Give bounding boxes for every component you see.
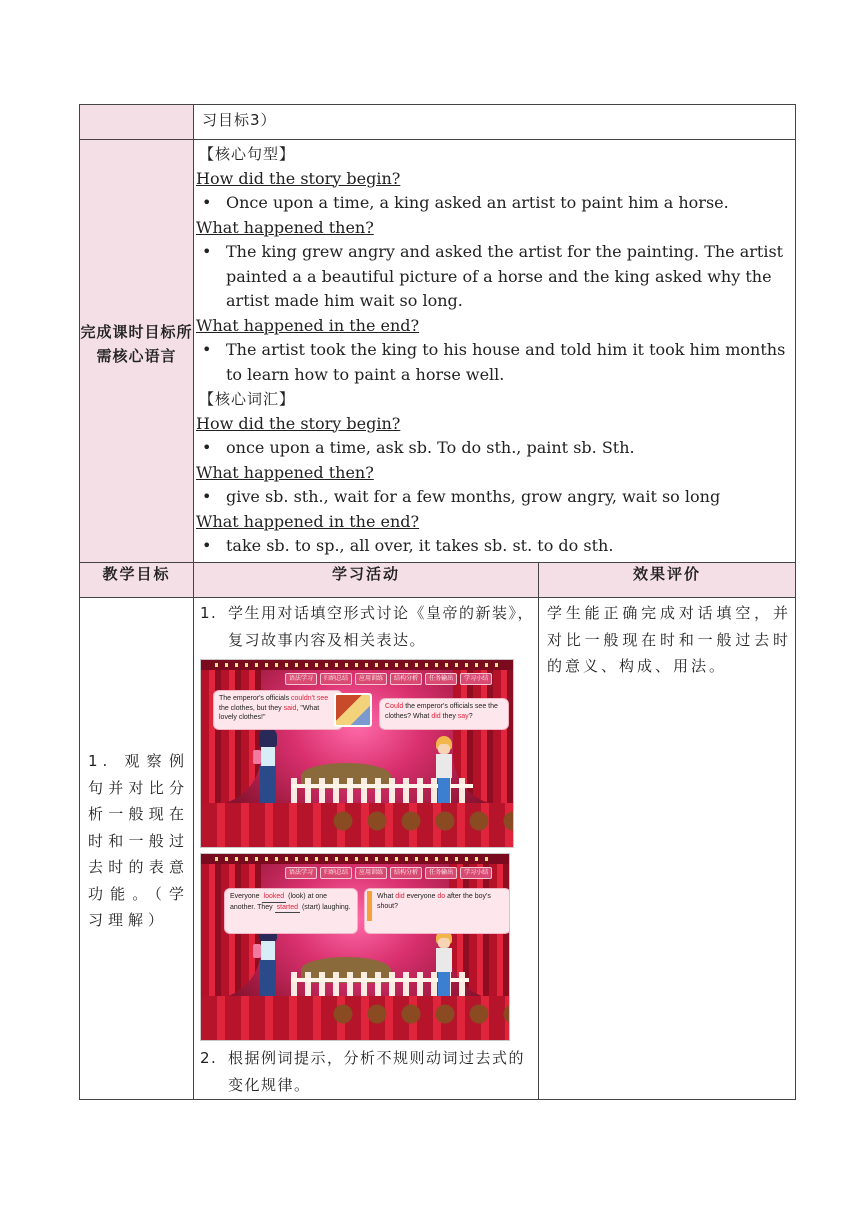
vocab-bullet-item [196, 534, 789, 559]
audience-heads [331, 1000, 509, 1026]
sentence-heading: 【核心句型】 [199, 145, 296, 163]
core-language-row [80, 140, 796, 563]
stage-lights [215, 857, 495, 861]
bullet-icon: • [202, 536, 212, 555]
curtain-left [201, 660, 261, 805]
activity-item-1-number: 1. [200, 604, 218, 622]
evaluation-cell [539, 598, 796, 1100]
vocab-bullet-item [196, 436, 789, 461]
courseware-tab: 应用训练 [355, 867, 387, 879]
sentence-bullet-text: The artist took the king to his house and told him it took him months to learn how to paint a horse well. [226, 340, 786, 384]
goal-text: 1. 观察例句并对比分析一般现在时和一般过去时的表意功能。（学习理解） [88, 752, 189, 929]
girl-character [259, 728, 277, 810]
activity-item-1 [200, 600, 534, 654]
lesson-plan-table [79, 104, 796, 1100]
activity-row [80, 598, 796, 1100]
sentence-question: How did the story begin? [196, 168, 401, 188]
sentence-question: What happened in the end? [196, 315, 420, 335]
activity-item-2 [200, 1045, 534, 1099]
core-language-content-cell [194, 140, 796, 563]
girl-character [259, 922, 277, 1004]
courseware-tabs [285, 867, 492, 879]
vocab-question: How did the story begin? [196, 413, 401, 433]
vocab-blocks [196, 412, 789, 559]
bullet-icon: • [202, 438, 212, 457]
header-activity: 学习活动 [194, 563, 539, 598]
goal-cell [80, 598, 194, 1100]
sentence-question: What happened then? [196, 217, 374, 237]
vocab-bullet-text: take sb. to sp., all over, it takes sb. st. to do sth. [226, 536, 614, 555]
sentence-bullet-item [196, 191, 789, 216]
sentence-bullet-item [196, 240, 789, 314]
courseware-tab: 应用训练 [355, 673, 387, 685]
stage-lights [215, 663, 499, 667]
activity-item-2-number: 2. [200, 1049, 218, 1067]
audience-heads [331, 807, 513, 833]
activity-content [194, 598, 538, 1099]
core-language-label: 完成课时目标所需核心语言 [80, 323, 193, 365]
courseware-tab: 学习小结 [460, 867, 492, 879]
activity-item-2-text: 根据例词提示，分析不规则动词过去式的变化规律。 [228, 1049, 526, 1094]
activity-item-1-text: 学生用对话填空形式讨论《皇帝的新装》，复习故事内容及相关表达。 [228, 604, 535, 649]
continued-row [80, 105, 796, 140]
core-language-label-cell [80, 140, 194, 563]
speech-bubble-left: The emperor's officials couldn't see the clothes, but they said, "What lovely clothes!" [213, 690, 343, 730]
core-language-content [194, 140, 795, 559]
bullet-icon: • [202, 487, 212, 506]
courseware-tab: 归纳总结 [320, 673, 352, 685]
bubble-accent-icon [367, 891, 372, 921]
vocab-question: What happened in the end? [196, 511, 420, 531]
courseware-tabs [285, 673, 492, 685]
courseware-tab: 结构分析 [390, 673, 422, 685]
vocab-bullet-text: give sb. sth., wait for a few months, grow angry, wait so long [226, 487, 721, 506]
vocab-question: What happened then? [196, 462, 374, 482]
header-goal: 教学目标 [80, 563, 194, 598]
speech-bubble-left: Everyone looked (look) at one another. They started (start) laughing. [224, 888, 358, 934]
sentence-bullet-text: Once upon a time, a king asked an artist to paint him a horse. [226, 193, 729, 212]
sentence-bullet-item [196, 338, 789, 387]
courseware-screenshot-2 [200, 853, 510, 1041]
sentence-blocks [196, 167, 789, 388]
bullet-icon: • [202, 242, 212, 261]
evaluation-text: 学生能正确完成对话填空，并对比一般现在时和一般过去时的意义、构成、用法。 [547, 604, 792, 675]
speech-bubble-right: Could the emperor's officials see the clothes? What did they say? [379, 698, 509, 730]
bullet-icon: • [202, 193, 212, 212]
header-evaluation: 效果评价 [539, 563, 796, 598]
courseware-tab: 语法学习 [285, 867, 317, 879]
continued-label-cell [80, 105, 194, 140]
courseware-tab: 结构分析 [390, 867, 422, 879]
speech-bubble-right: What did everyone do after the boy's shout? [364, 888, 510, 934]
courseware-tab: 任务输出 [425, 867, 457, 879]
activity-cell [194, 598, 539, 1100]
continued-text-cell [194, 105, 796, 140]
courseware-tab: 语法学习 [285, 673, 317, 685]
continued-text: 习目标3） [202, 111, 277, 129]
courseware-tab: 学习小结 [460, 673, 492, 685]
table-header-row [80, 563, 796, 598]
bullet-icon: • [202, 340, 212, 359]
vocab-heading: 【核心词汇】 [199, 390, 296, 408]
vocab-bullet-text: once upon a time, ask sb. To do sth., paint sb. Sth. [226, 438, 635, 457]
emperor-picture-icon [334, 693, 372, 727]
courseware-screenshot-1 [200, 659, 514, 848]
vocab-bullet-item [196, 485, 789, 510]
courseware-tab: 归纳总结 [320, 867, 352, 879]
courseware-tab: 任务输出 [425, 673, 457, 685]
sentence-bullet-text: The king grew angry and asked the artist for the painting. The artist painted a a beautiful picture of a horse and the king asked why the artist made him wait so long. [226, 242, 784, 310]
